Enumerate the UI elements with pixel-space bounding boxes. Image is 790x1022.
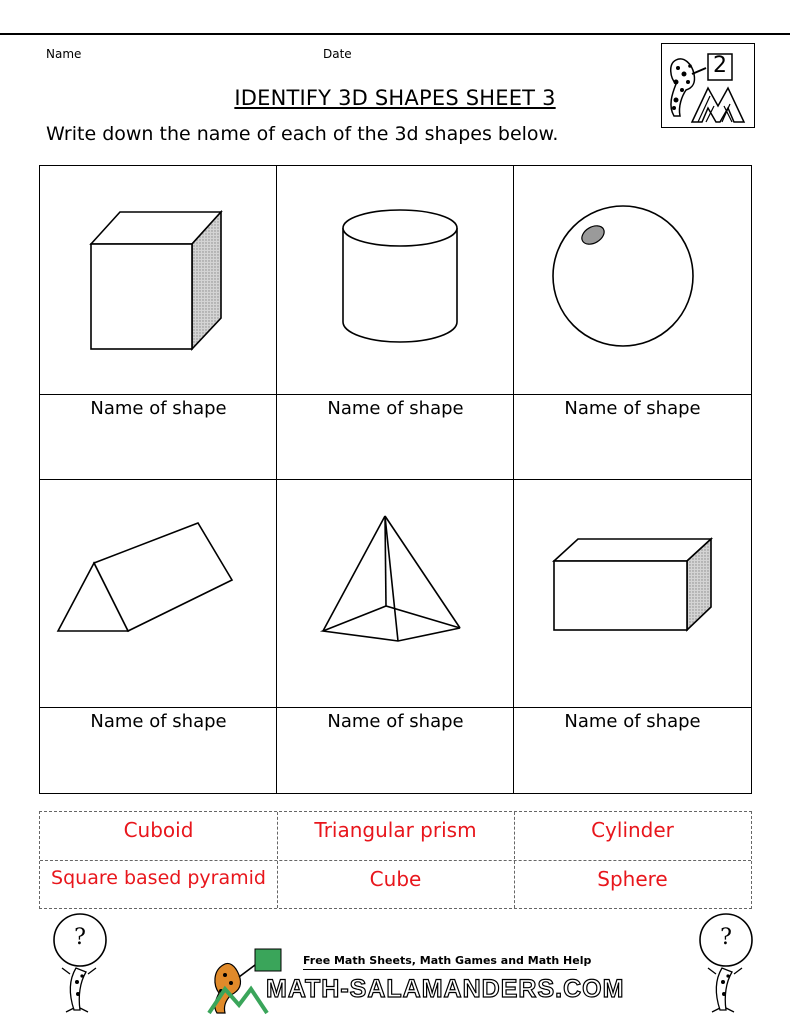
shape-label-5: Name of shape [327,711,464,732]
instructions: Write down the name of each of the 3d shapes below. [46,123,559,145]
word-bank-item: Sphere [597,867,668,891]
triangular-prism-icon [52,516,252,646]
footer-divider [303,969,577,970]
word-bank-item: Cuboid [123,818,194,842]
cuboid-icon [548,531,723,641]
word-bank-item: Triangular prism [314,818,477,842]
shapes-grid [39,165,752,794]
question-badge-left: ? [74,925,86,950]
worksheet-title: IDENTIFY 3D SHAPES SHEET 3 [234,86,556,110]
shape-label-2: Name of shape [327,398,464,419]
footer-tagline: Free Math Sheets, Math Games and Math Help [303,954,592,967]
grade-number: 2 [713,53,727,78]
shape-label-6: Name of shape [564,711,701,732]
square-pyramid-icon [318,511,468,646]
top-rule [0,33,790,35]
word-bank [39,811,752,909]
word-bank-item: Cylinder [591,818,674,842]
shape-label-1: Name of shape [90,398,227,419]
cube-icon [85,206,235,356]
sphere-icon [548,202,698,352]
word-bank-item: Cube [369,867,422,891]
brand-name: MATH-SALAMANDERS.COM [266,975,625,1003]
date-label: Date [323,47,352,61]
shape-label-4: Name of shape [90,711,227,732]
question-badge-right: ? [720,925,732,950]
cylinder-icon [335,206,465,346]
name-label: Name [46,47,82,61]
shape-label-3: Name of shape [564,398,701,419]
word-bank-item: Square based pyramid [51,867,266,889]
